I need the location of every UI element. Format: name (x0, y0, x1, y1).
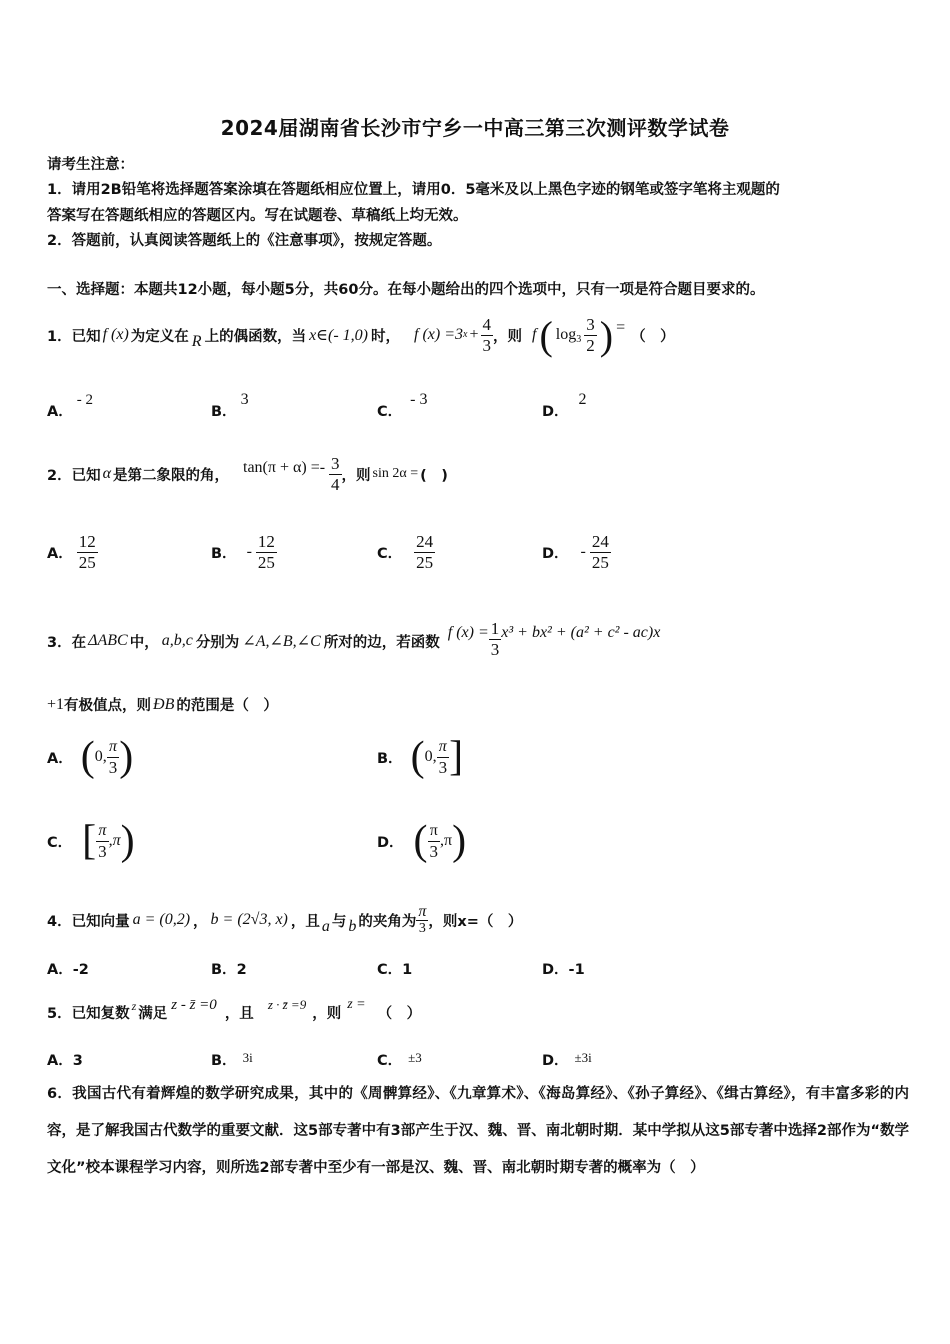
frac-den: 3 (108, 757, 118, 777)
q4-math-vector-a: a = (0,2) (132, 911, 191, 928)
q5-option-d[interactable] (542, 1049, 592, 1070)
q1-text-2: 为定义在 (130, 328, 189, 345)
option-label: C． (377, 404, 403, 420)
frac-num: 12 (257, 531, 275, 551)
option-fraction (414, 532, 435, 573)
option-value: 3 (240, 391, 249, 408)
q1-frac-den: 3 (482, 335, 491, 355)
q2-option-b[interactable] (211, 528, 277, 576)
q4-option-b[interactable] (211, 958, 247, 979)
option-upper: ,π (440, 832, 453, 849)
q1-option-c[interactable] (377, 388, 428, 420)
option-label: B． (211, 962, 237, 978)
q2-option-a[interactable] (47, 528, 98, 576)
q2-text-4: ( ) (420, 467, 448, 484)
q1-frac2-num: 3 (586, 314, 595, 334)
option-label: A． (47, 962, 73, 978)
notice-heading: 请考生注意： (47, 157, 134, 173)
option-label: A． (47, 545, 73, 562)
q3-text-6: 的范围是（ ） (176, 698, 278, 714)
q5-options (47, 1049, 907, 1069)
q1-fraction-3-2 (584, 315, 597, 356)
option-fraction (590, 532, 611, 573)
q4-text-3: ，且 (290, 913, 320, 930)
q2-frac-num: 3 (331, 453, 340, 473)
q4-option-c[interactable] (377, 958, 412, 979)
q1-fraction-4-3 (481, 315, 494, 356)
q1-text-3: 上的偶函数，当 (204, 328, 307, 345)
q1-paren-right: ) (599, 312, 614, 358)
q4-frac-den: 3 (418, 920, 426, 936)
option-fraction (107, 737, 120, 778)
q1-frac2-den: 2 (586, 335, 595, 355)
frac-num: π (96, 821, 109, 842)
q5-option-c[interactable] (377, 1049, 422, 1070)
question-5 (47, 994, 421, 1030)
q5-math-condition-2: z · z̄ =9 (267, 997, 307, 1012)
q1-text-6: （ ） (631, 328, 675, 345)
bracket-left: ( (413, 818, 428, 864)
option-label: A． (47, 1053, 73, 1069)
q1-paren-left: ( (539, 312, 553, 358)
q5-math-z: z (131, 998, 137, 1013)
q4-math-a: a (321, 918, 330, 935)
q3-options (47, 730, 907, 870)
option-label: C． (377, 1053, 403, 1069)
frac-num: 24 (591, 531, 609, 551)
notice-line-1: 1．请用2B铅笔将选择题答案涂填在答题纸相应位置上，请用0．5毫米及以上黑色字迹的钢笔或签字笔将主观题的 (47, 182, 780, 198)
frac-num: 12 (78, 531, 96, 551)
q2-fraction (329, 454, 342, 495)
q2-frac-den: 4 (331, 474, 340, 494)
q5-text-4: ，则 (312, 1005, 342, 1022)
q1-math-log-base: 3 (576, 333, 582, 345)
q4-text-4: 与 (331, 913, 347, 930)
option-label: B． (211, 1053, 237, 1069)
page-title: 2024届湖南省长沙市宁乡一中高三第三次测评数学试卷 (220, 116, 730, 140)
q3-fraction (489, 619, 502, 660)
option-label: C． (377, 962, 403, 978)
q2-math-tan: tan(π + α) =- (243, 459, 326, 476)
option-label: B． (211, 545, 237, 562)
option-label: D． (542, 545, 569, 562)
bracket-right: ] (449, 734, 464, 780)
frac-den: 3 (98, 841, 107, 861)
frac-num: π (107, 737, 120, 758)
q1-option-d[interactable] (542, 388, 587, 420)
q3-math-triangle: ΔABC (88, 632, 128, 649)
frac-den: 25 (591, 552, 609, 572)
q3-math-angles: ∠A,∠B,∠C (242, 633, 321, 650)
q3-math-f: f (x) = (447, 624, 489, 641)
q4-frac-num: π (418, 902, 427, 920)
option-value: 2 (578, 391, 587, 408)
q3-option-c[interactable] (47, 814, 135, 868)
section-heading: 一、选择题：本题共12小题，每小题5分，共60分。在每小题给出的四个选项中，只有一项是符合题目要求的。 (47, 282, 765, 298)
q1-math-target (532, 312, 631, 359)
option-label: D． (542, 962, 569, 978)
question-3 (47, 610, 660, 672)
frac-den: 3 (429, 841, 439, 861)
option-value: -1 (568, 962, 585, 978)
q1-math-log: log (555, 326, 577, 343)
option-fraction (96, 821, 109, 862)
q1-frac-num: 4 (482, 314, 491, 334)
option-value: ±3 (408, 1050, 422, 1065)
option-value: -2 (72, 962, 89, 978)
q5-text-3: ，且 (224, 1005, 254, 1022)
q4-fraction (416, 904, 428, 937)
q3-math-rest: x³ + bx² + (a² + c² - ac)x (501, 624, 661, 641)
option-label: C． (377, 545, 403, 562)
q3-text-5: 有极值点，则 (64, 698, 152, 714)
option-fraction (428, 821, 441, 862)
bracket-right: ) (452, 818, 467, 864)
q4-math-b: b (348, 918, 357, 935)
frac-num: 24 (416, 531, 434, 551)
option-sign: - (580, 543, 586, 560)
question-2 (47, 444, 448, 504)
frac-num: π (437, 737, 450, 758)
question-4 (47, 898, 522, 942)
option-label: D． (542, 1053, 569, 1069)
q5-math-condition-1: z - z̄ =0 (171, 996, 217, 1013)
option-label: A． (47, 750, 73, 767)
q4-option-d[interactable] (542, 958, 585, 979)
q4-text-5: 的夹角为 (358, 913, 417, 930)
q4-text-2: ， (193, 913, 208, 930)
q3-text-1: 3．在 (47, 634, 87, 651)
q5-math-target: z = (347, 997, 366, 1012)
q3-text-2: 中， (129, 634, 159, 651)
bracket-right: ) (119, 734, 134, 780)
q1-math-eq: = (616, 319, 626, 336)
q3-frac-num: 1 (490, 618, 500, 638)
option-fraction (437, 737, 450, 778)
q3-frac-den: 3 (490, 639, 500, 659)
frac-den: 25 (78, 552, 96, 572)
q3-math-plus1: +1 (47, 695, 65, 713)
q1-option-b[interactable] (211, 388, 249, 420)
q3-math-angle-b: ÐB (153, 695, 175, 713)
option-value: 2 (236, 962, 247, 978)
option-label: D． (377, 834, 404, 851)
option-fraction (256, 532, 277, 573)
option-sign: - (246, 543, 252, 560)
q2-math-sin: sin 2α = (372, 466, 419, 481)
option-value: ±3i (574, 1050, 592, 1065)
q1-option-a[interactable] (47, 388, 93, 420)
frac-den: 25 (257, 552, 275, 572)
option-label: B． (211, 404, 237, 420)
q5-option-b[interactable] (211, 1049, 253, 1070)
frac-num: π (428, 821, 441, 842)
q1-math-fx: f (x) (102, 326, 129, 343)
q4-math-vector-b: b = (2√3, x) (210, 911, 288, 928)
q4-options (47, 958, 907, 978)
option-lower: 0, (424, 748, 437, 765)
q2-options (47, 528, 907, 578)
option-value: 3i (242, 1050, 253, 1065)
bracket-right: ) (120, 818, 135, 864)
option-label: C． (47, 834, 73, 851)
bracket-left: ( (410, 734, 425, 780)
q2-option-d[interactable] (542, 528, 611, 576)
q1-math-exp: x (463, 328, 468, 340)
q2-math-alpha: α (102, 465, 111, 482)
option-label: B． (377, 750, 403, 767)
q5-option-a[interactable] (47, 1049, 83, 1070)
q1-math-f3x: f (x) =3 (414, 326, 464, 343)
q2-option-c[interactable] (377, 528, 435, 576)
q2-text-2: 是第二象限的角， (113, 467, 229, 484)
frac-den: 25 (416, 552, 434, 572)
q2-text-1: 2．已知 (47, 467, 101, 484)
q1-math-domain: x∈(- 1,0) (309, 327, 369, 344)
q3-option-a[interactable] (47, 730, 133, 784)
option-upper: ,π (108, 832, 121, 849)
question-1 (47, 304, 675, 366)
notice-line-2: 2．答题前，认真阅读答题纸上的《注意事项》，按规定答题。 (47, 233, 442, 249)
q1-text-1: 1．已知 (47, 328, 101, 345)
q3-text-3: 分别为 (195, 634, 240, 651)
option-value: - 3 (410, 391, 428, 408)
bracket-left: [ (82, 818, 97, 864)
q1-math-f: f (532, 326, 537, 343)
q5-text-1: 5．已知复数 (47, 1005, 130, 1022)
q2-text-3: ，则 (341, 467, 371, 484)
q3-math-abc: a,b,c (161, 632, 193, 649)
q1-options (47, 388, 907, 418)
option-lower: 0, (94, 748, 107, 765)
option-label: A． (47, 404, 73, 420)
q4-text-6: ，则x=（ ） (428, 913, 523, 930)
question-6: 6．我国古代有着辉煌的数学研究成果，其中的《周髀算经》、《九章算术》、《海岛算经》、《孙子算经》、《缉古算经》，有丰富多彩的内容，是了解我国古代数学的重要文献．这5部专著中有3部产生于汉、魏、晋、南北朝时期．某中学拟从这5部专著中选择2部作为“数学文化”校本课程学习内容，则所选2部专著中至少有一部是汉、魏、晋、南北朝时期专著的概率为（ ） (47, 1086, 909, 1176)
q1-text-4: 时， (371, 328, 401, 345)
q1-math-r: R (191, 333, 202, 350)
q4-option-a[interactable] (47, 958, 89, 979)
option-fraction (77, 532, 98, 573)
q5-text-2: 满足 (138, 1005, 168, 1022)
option-value: - 2 (76, 392, 93, 408)
q1-math-function (414, 315, 493, 356)
q3-text-4: 所对的边，若函数 (323, 634, 440, 651)
q5-text-5: （ ） (377, 1005, 422, 1022)
notice-line-1b: 答案写在答题纸相应的答题区内。写在试题卷、草稿纸上均无效。 (47, 208, 468, 224)
q3-option-d[interactable] (377, 814, 466, 868)
frac-den: 3 (438, 757, 448, 777)
bracket-left: ( (80, 734, 95, 780)
q3-line-2 (47, 694, 278, 715)
q4-text-1: 4．已知向量 (47, 913, 130, 930)
option-value: 1 (402, 962, 413, 978)
q1-math-plus: + (469, 326, 479, 343)
q3-option-b[interactable] (377, 730, 463, 784)
q1-text-5: ，则 (493, 328, 522, 345)
option-value: 3 (72, 1053, 83, 1069)
option-label: D． (542, 404, 569, 420)
